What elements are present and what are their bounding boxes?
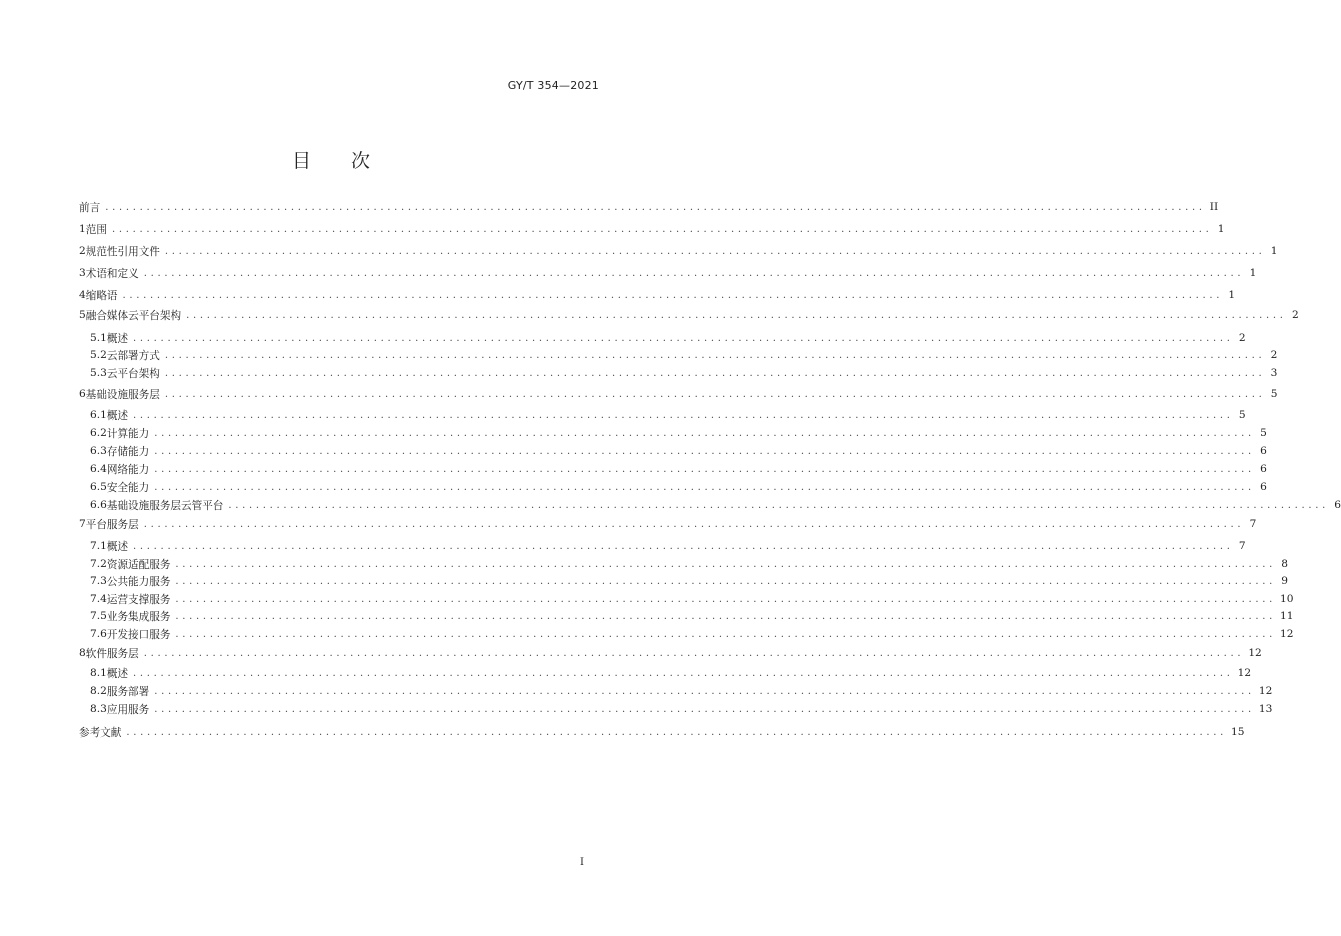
toc-entry[interactable] xyxy=(90,496,1341,514)
toc-entry-number: 6.6 xyxy=(90,499,107,511)
title-char-1: 目 xyxy=(291,150,311,172)
dot-leader: ................................................................................................................................................................ xyxy=(133,332,1234,344)
toc-entry-page: 2 xyxy=(1238,332,1246,344)
toc-entry-number: 7.5 xyxy=(90,610,107,622)
toc-entry-label: 开发接口服务 xyxy=(106,628,171,641)
dot-leader: ................................................................................................................................................................ xyxy=(175,610,1277,622)
dot-leader: ................................................................................................................................................................ xyxy=(228,499,1329,511)
toc-entry-number: 8.2 xyxy=(90,685,107,697)
toc-entry-number: 5.2 xyxy=(90,349,107,361)
toc-entry[interactable] xyxy=(79,198,1219,216)
toc-entry-page: 1 xyxy=(1217,223,1225,235)
toc-entry-page: 1 xyxy=(1228,289,1236,301)
dot-leader: ................................................................................................................................................................ xyxy=(143,267,1245,279)
toc-entry[interactable] xyxy=(90,625,1294,643)
page-number: I xyxy=(580,857,584,868)
toc-entry-page: 9 xyxy=(1281,575,1289,587)
toc-entry-label: 基础设施服务层 xyxy=(85,388,160,401)
document-code: GY/T 354—2021 xyxy=(507,79,599,92)
dot-leader: ................................................................................................................................................................ xyxy=(133,540,1234,552)
toc-entry-number: 7 xyxy=(79,518,86,530)
dot-leader: ................................................................................................................................................................ xyxy=(164,367,1266,379)
page-title xyxy=(0,146,662,173)
dot-leader: ................................................................................................................................................................ xyxy=(154,481,1255,493)
toc-entry-label: 应用服务 xyxy=(106,703,150,716)
dot-leader: ................................................................................................................................................................ xyxy=(143,518,1245,530)
toc-entry-number: 7.4 xyxy=(90,593,107,605)
dot-leader: ................................................................................................................................................................ xyxy=(164,388,1266,400)
toc-entry[interactable] xyxy=(90,442,1267,460)
toc-entry-label: 软件服务层 xyxy=(85,647,139,660)
toc-entry-number: 7.3 xyxy=(90,575,107,587)
toc-entry[interactable] xyxy=(79,385,1278,403)
toc-entry-label: 平台服务层 xyxy=(85,518,139,531)
toc-entry-label: 存储能力 xyxy=(106,445,150,458)
toc-entry-page: 3 xyxy=(1270,367,1278,379)
toc-entry[interactable] xyxy=(90,664,1252,682)
toc-entry[interactable] xyxy=(90,682,1273,700)
toc-entry-label: 术语和定义 xyxy=(85,267,139,280)
toc-entry-page: 6 xyxy=(1260,463,1267,475)
toc-entry[interactable] xyxy=(90,700,1273,718)
toc-entry-page: 15 xyxy=(1230,726,1245,738)
dot-leader: ................................................................................................................................................................ xyxy=(186,309,1287,321)
toc-entry-number: 4 xyxy=(79,289,86,301)
toc-entry-label: 融合媒体云平台架构 xyxy=(85,309,182,322)
toc-entry-label: 前言 xyxy=(79,201,101,214)
toc-entry-number: 6.2 xyxy=(90,427,107,439)
toc-entry-label: 概述 xyxy=(106,332,129,345)
toc-entry[interactable] xyxy=(90,460,1267,478)
toc-entry-label: 概述 xyxy=(106,409,129,422)
dot-leader: ................................................................................................................................................................ xyxy=(143,647,1245,659)
dot-leader: ................................................................................................................................................................ xyxy=(133,667,1234,679)
toc-entry[interactable] xyxy=(79,515,1257,533)
toc-entry-page: 12 xyxy=(1237,667,1252,679)
toc-entry-page: 5 xyxy=(1270,388,1278,400)
dot-leader: ................................................................................................................................................................ xyxy=(126,726,1227,738)
toc-entry-page: 6 xyxy=(1260,481,1267,493)
toc-entry-page: 6 xyxy=(1260,445,1267,457)
toc-entry-label: 概述 xyxy=(106,667,129,680)
toc-entry-number: 7.2 xyxy=(90,558,107,570)
toc-entry-page: 10 xyxy=(1280,593,1294,605)
toc-entry-number: 2 xyxy=(79,245,86,257)
toc-entry-page: 1 xyxy=(1270,245,1278,257)
toc-entry[interactable] xyxy=(79,242,1278,260)
toc-entry-number: 8 xyxy=(79,647,86,659)
dot-leader: ................................................................................................................................................................ xyxy=(154,685,1255,697)
toc-entry-page: 12 xyxy=(1280,628,1294,640)
toc-entry[interactable] xyxy=(79,644,1262,662)
toc-entry[interactable] xyxy=(90,329,1246,347)
toc-entry-page: II xyxy=(1209,201,1219,213)
toc-entry-label: 安全能力 xyxy=(106,481,150,494)
toc-entry[interactable] xyxy=(90,424,1267,442)
toc-entry-label: 计算能力 xyxy=(106,427,150,440)
toc-entry-number: 5.3 xyxy=(90,367,107,379)
toc-entry[interactable] xyxy=(90,346,1278,364)
toc-entry-page: 13 xyxy=(1258,703,1273,715)
toc-entry-number: 5 xyxy=(79,309,86,321)
toc-entry[interactable] xyxy=(79,286,1236,304)
toc-entry-label: 运营支撑服务 xyxy=(106,593,171,606)
dot-leader: ................................................................................................................................................................ xyxy=(154,463,1255,475)
dot-leader: ................................................................................................................................................................ xyxy=(154,445,1255,457)
toc-entry[interactable] xyxy=(79,220,1225,238)
toc-entry[interactable] xyxy=(90,364,1278,382)
toc-entry-label: 云部署方式 xyxy=(106,349,160,362)
toc-entry-page: 2 xyxy=(1291,309,1299,321)
toc-entry-label: 概述 xyxy=(106,540,129,553)
toc-entry-label: 规范性引用文件 xyxy=(85,245,160,258)
toc-entry-number: 6.3 xyxy=(90,445,107,457)
toc-entry[interactable] xyxy=(79,723,1245,741)
toc-entry[interactable] xyxy=(90,590,1294,608)
dot-leader: ................................................................................................................................................................ xyxy=(175,558,1277,570)
toc-entry[interactable] xyxy=(90,406,1246,424)
toc-entry[interactable] xyxy=(90,607,1294,625)
toc-entry-number: 6.5 xyxy=(90,481,107,493)
toc-entry-page: 5 xyxy=(1260,427,1267,439)
toc-entry-page: 1 xyxy=(1249,267,1257,279)
toc-entry-label: 资源适配服务 xyxy=(106,558,171,571)
title-char-2: 次 xyxy=(351,150,371,172)
dot-leader: ................................................................................................................................................................ xyxy=(175,628,1277,640)
toc-entry-number: 8.1 xyxy=(90,667,107,679)
toc-entry-page: 8 xyxy=(1281,558,1289,570)
toc-entry-number: 8.3 xyxy=(90,703,107,715)
toc-entry-number: 6 xyxy=(79,388,86,400)
dot-leader: ................................................................................................................................................................ xyxy=(133,409,1234,421)
toc-entry-number: 3 xyxy=(79,267,86,279)
toc-entry-label: 云平台架构 xyxy=(106,367,160,380)
toc-entry-number: 6.1 xyxy=(90,409,107,421)
toc-entry-page: 7 xyxy=(1249,518,1257,530)
toc-entry[interactable] xyxy=(90,537,1246,555)
dot-leader: ................................................................................................................................................................ xyxy=(122,289,1224,301)
toc-entry-label: 范围 xyxy=(85,223,107,236)
dot-leader: ................................................................................................................................................................ xyxy=(154,703,1255,715)
dot-leader: ................................................................................................................................................................ xyxy=(164,245,1266,257)
toc-entry-page: 2 xyxy=(1270,349,1278,361)
dot-leader: ................................................................................................................................................................ xyxy=(164,349,1266,361)
toc-entry[interactable] xyxy=(79,306,1299,324)
toc-entry-number: 5.1 xyxy=(90,332,107,344)
toc-entry-number: 1 xyxy=(79,223,86,235)
dot-leader: ................................................................................................................................................................ xyxy=(154,427,1255,439)
toc-entry-label: 业务集成服务 xyxy=(106,610,171,623)
toc-entry-page: 7 xyxy=(1238,540,1246,552)
toc-entry-label: 网络能力 xyxy=(106,463,150,476)
toc-entry[interactable] xyxy=(90,555,1289,573)
toc-entry-page: 6 xyxy=(1334,499,1341,511)
toc-entry-label: 服务部署 xyxy=(106,685,150,698)
toc-entry-page: 5 xyxy=(1238,409,1246,421)
dot-leader: ................................................................................................................................................................ xyxy=(105,201,1206,213)
toc-entry-page: 12 xyxy=(1258,685,1273,697)
toc-entry-page: 12 xyxy=(1248,647,1262,659)
toc-entry-number: 7.6 xyxy=(90,628,107,640)
toc-entry-label: 公共能力服务 xyxy=(106,575,171,588)
toc-entry-number: 6.4 xyxy=(90,463,107,475)
dot-leader: ................................................................................................................................................................ xyxy=(175,575,1277,587)
toc-entry[interactable] xyxy=(90,478,1267,496)
toc-entry-label: 基础设施服务层云管平台 xyxy=(106,499,224,512)
toc-entry-number: 7.1 xyxy=(90,540,107,552)
toc-entry-label: 缩略语 xyxy=(85,289,118,302)
toc-entry[interactable] xyxy=(90,572,1289,590)
toc-entry[interactable] xyxy=(79,264,1257,282)
dot-leader: ................................................................................................................................................................ xyxy=(175,593,1277,605)
dot-leader: ................................................................................................................................................................ xyxy=(111,223,1213,235)
toc-entry-label: 参考文献 xyxy=(79,726,122,739)
toc-entry-page: 11 xyxy=(1280,610,1294,622)
